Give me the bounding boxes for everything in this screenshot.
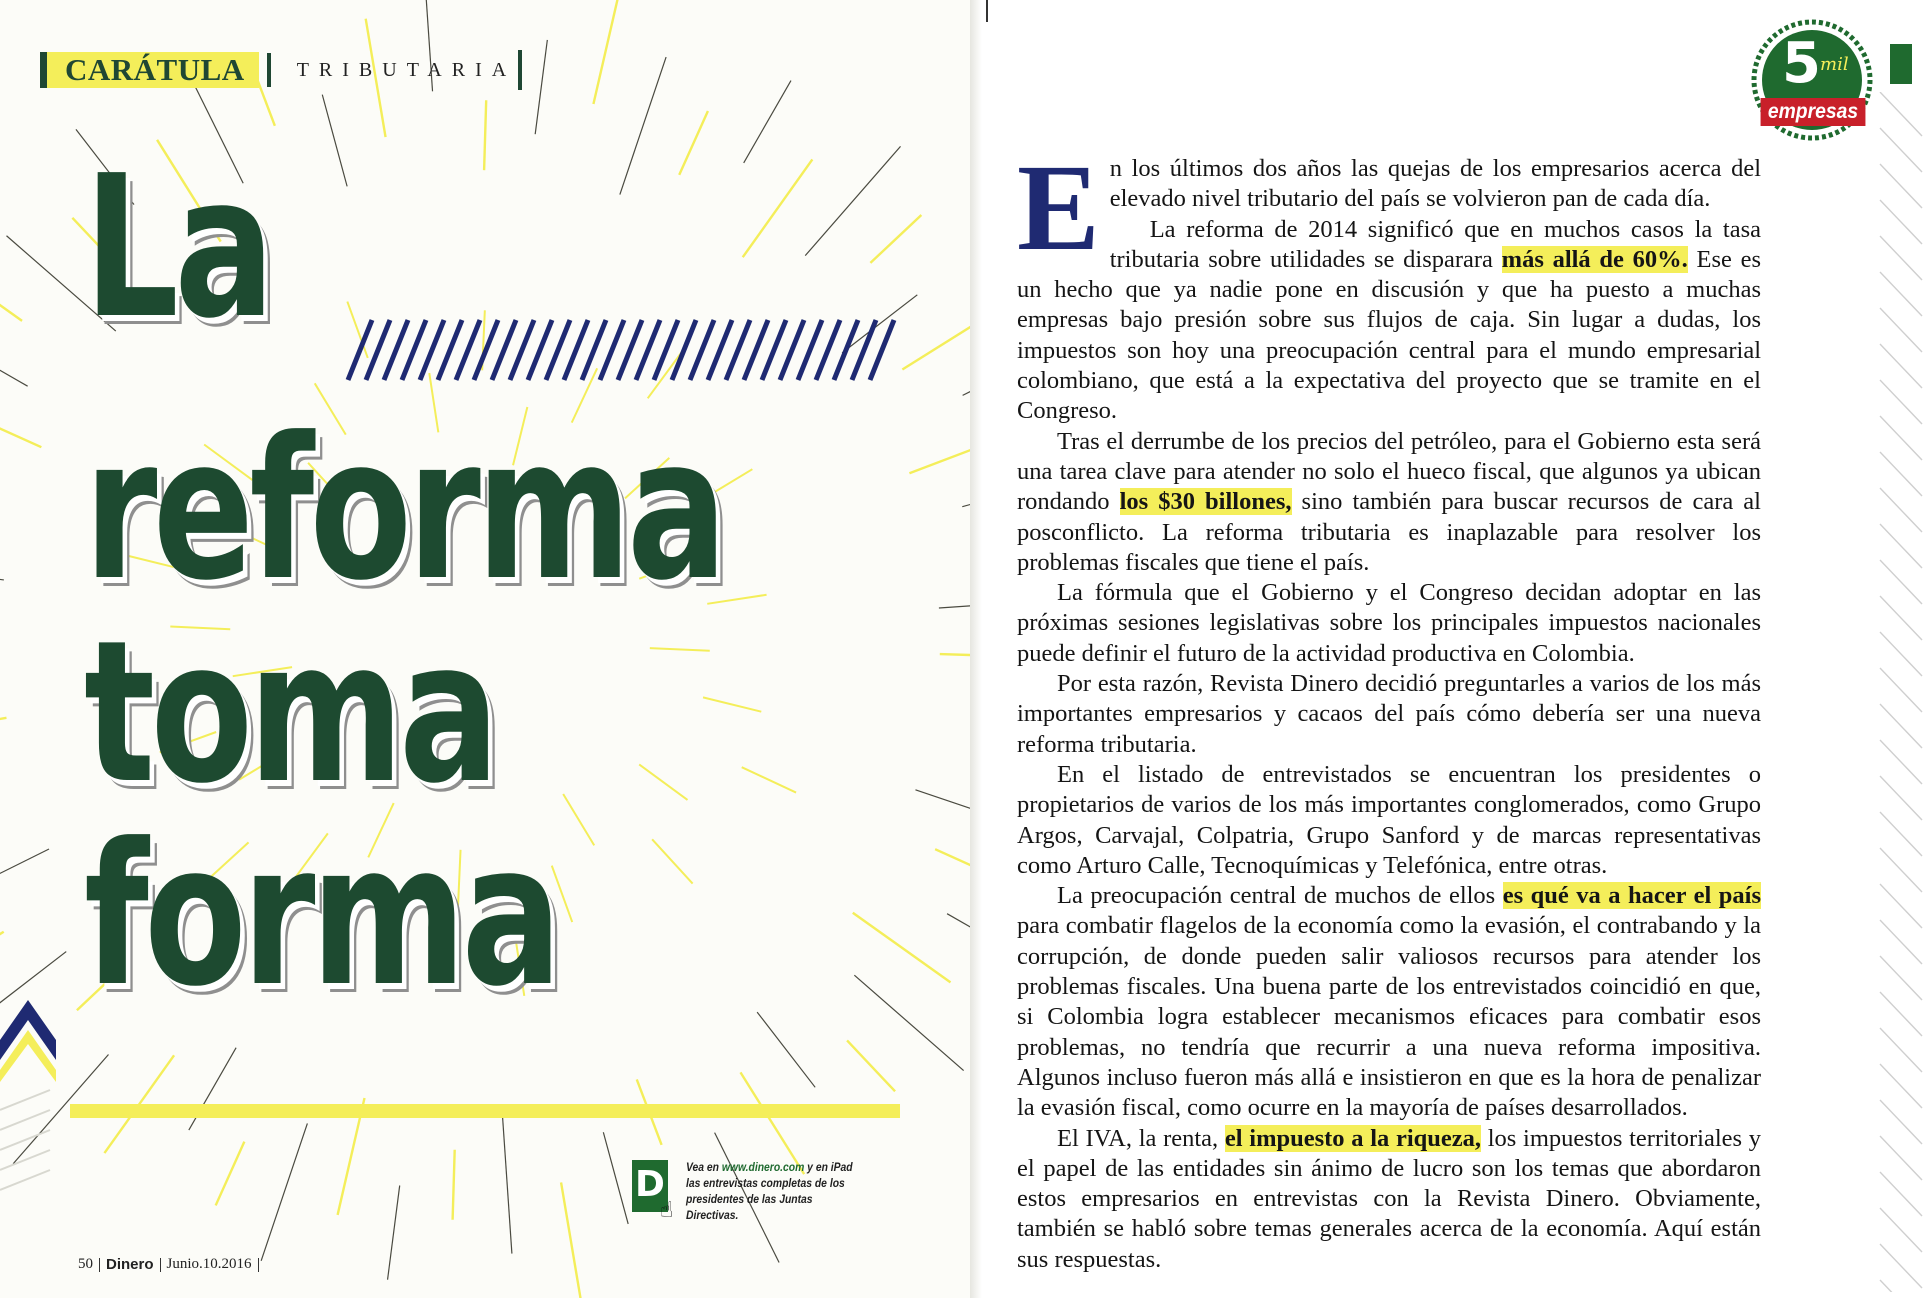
sunburst-ray [0,568,4,580]
article-paragraph [1017,760,1761,881]
stripe-line [1880,992,1922,1036]
promo-text [686,1160,857,1224]
stripe-line [1880,128,1922,172]
sunburst-ray [947,914,970,961]
stripe-line [1880,776,1922,820]
stripe-line [1880,1172,1922,1216]
badge-ribbon: empresas [1761,98,1866,126]
badge-superscript: mil [1820,54,1849,75]
paragraph-text: los impuestos territoriales y el papel de las entidades sin ánimo de lucro son los temas que abordaron estos empresarios en entrevistas con la Revista Dinero. Obviamente, también se habló sobre temas generales acerca de la economía. Aquí están sus respuestas. [1017,1124,1761,1273]
sunburst-ray [502,1109,512,1254]
article-paragraph [1017,669,1761,760]
sunburst-ray [261,1123,307,1260]
headline-line: forma [84,802,558,1030]
web-promo [632,1160,876,1224]
sunburst-ray [703,697,761,711]
sunburst-ray [0,849,49,913]
paragraph-text: La fórmula que el Gobierno y el Congreso decidan adoptar en las próximas sesiones legislativas sobre los principales impuestos nacionales puede definir el futuro de la actividad productiva en Colombia. [1017,579,1761,667]
sunburst-ray [870,215,921,263]
sunburst-ray [740,1072,804,1174]
sunburst-ray [854,975,963,1070]
stripe-line [1880,1064,1922,1108]
stripe-line [1880,956,1922,1000]
divider [258,1258,259,1272]
article-paragraph [1017,1124,1761,1275]
sunburst-ray [939,598,970,608]
headline-line: La [84,134,271,362]
paragraph-text: Por esta razón, Revista Dinero decidió preguntarles a varios de los más importantes empresarios y cacaos del país cómo debería ser una nueva reforma tributaria. [1017,670,1761,758]
stripe-line [1880,596,1922,640]
stripe-line [1880,1244,1922,1288]
sunburst-ray [853,913,951,983]
sunburst-ray [940,654,970,656]
sunburst-ray [603,1132,628,1224]
stripe-line [1880,344,1922,388]
sunburst-ray [0,418,41,447]
sunburst-ray [561,1182,581,1298]
subsection-label: TRIBUTARIA [296,58,517,81]
stripe-line [1880,1028,1922,1072]
article-paragraph [1017,427,1761,578]
paragraph-text: La reforma de 2014 significó que en muchos casos la tasa tributaria sobre utilidades se disparara [1109,215,1761,273]
sunburst-ray [679,111,708,175]
stripe-line [1880,848,1922,892]
stripe-line [1880,452,1922,496]
stripe-line [1880,164,1922,208]
highlighted-text: los $30 billones, [1119,488,1292,516]
page-gutter [970,0,982,1298]
sunburst-ray [743,159,813,257]
chevron-decoration [0,1000,60,1200]
stripe-line [1880,884,1922,928]
stripe-line [1880,380,1922,424]
issue-date: Junio.10.2016 [166,1256,252,1272]
logo-letter: D [635,1164,665,1205]
cursor-hand-icon: ☝ [660,1198,674,1223]
divider [986,0,988,22]
paragraph-text: para combatir flagelos de la economía como la evasión, el contrabando y la corrupción, de donde pueden salir valiosos recursos para atender los problemas fiscales. Una buena parte de los entrevistados coincidió en que, si Colombia logra establecer mecanismos eficaces para combatir esos problemas, no tendría que recurrir a una nueva reforma impositiva. Algunos incluso fueron más allá e insistieron en que es la hora de penalizar la evasión fiscal, como ocurre en la mayoría de países desarrollados. [1017,912,1761,1122]
divider [99,1258,100,1272]
right-page [982,0,1926,1298]
highlighted-text: el impuesto a la riqueza, [1224,1124,1482,1152]
sunburst-ray [0,251,22,321]
sunburst-ray [216,1142,245,1206]
diagonal-stripes-decoration [342,318,902,382]
paragraph-text: En el listado de entrevistados se encuentran los presidentes o propietarios de varios de los más importantes conglomerados, como Grupo Argos, Carvajal, Colpatria, Grupo Sanford y de marcas representativas como Arturo Calle, Tecnoquímicas y Telefónica, entre otras. [1017,760,1761,879]
stripe-line [1880,1136,1922,1180]
accent-band [70,1104,900,1118]
corner-tab [1890,44,1912,84]
divider [518,50,522,90]
paragraph-text: La preocupación central de muchos de ellos [1057,882,1503,910]
sunburst-ray [453,1150,455,1220]
stripe-line [1880,920,1922,964]
sunburst-ray [963,331,970,395]
stripe-line [1880,524,1922,568]
article-body [1017,139,1761,1275]
dropcap: E [1017,139,1100,276]
paragraph-text: Ese es un hecho que ya nadie pone en discusión y que ha puesto a muchas empresas bajo presión sobre sus flujos de caja. Sin lugar a dudas, los impuestos son hoy una preocupación central para el mundo empresarial colombiano, que está a la expectativa del proyecto que se tramite en el Congreso. [1017,245,1761,425]
sunburst-ray [563,794,594,845]
stripe-line [1880,236,1922,280]
sunburst-ray [757,1012,815,1087]
highlighted-text: más allá de 60%. [1501,245,1688,273]
section-header [40,52,522,88]
sunburst-ray [650,648,710,651]
sunburst-ray [388,1185,400,1279]
stripe-line [1880,668,1922,712]
5mil-empresas-badge [1742,14,1882,154]
stripe-line [1880,272,1922,316]
sunburst-ray [620,57,666,194]
sunburst-ray [535,40,547,134]
stripe-line [1880,200,1922,244]
stripe-line [1880,704,1922,748]
paragraph-text: El IVA, la renta, [1057,1124,1225,1152]
dinero-logo [632,1160,674,1223]
stripe-line [1880,812,1922,856]
headline-line: toma [84,599,496,827]
paragraph-text: n los últimos dos años las quejas de los empresarios acerca del elevado nivel tributario del país se volvieron pan de cada día. [1109,155,1761,213]
paragraph-text: Tras el derrumbe de los precios del petróleo, para el Gobierno esta será una tarea clave para atender no solo el hueco fiscal, que algunos ya ubican rondando [1017,427,1761,516]
stripe-line [1880,1208,1922,1252]
divider [160,1258,161,1272]
paragraph-text: sino también para buscar recursos de cara al posconflicto. La reforma tributaria es inaplazable para resolver los problemas fiscales que tiene el país. [1017,488,1761,576]
page-number: 50 [78,1256,93,1272]
diagonal-stripes-decoration [1876,92,1926,1292]
sunburst-ray [805,146,900,255]
sunburst-ray [484,100,486,170]
stripe-line [1880,1100,1922,1144]
badge-number: 5 [1782,31,1821,96]
divider [267,53,271,87]
sunburst-ray [909,448,970,473]
sunburst-ray [652,839,692,883]
stripe-line [1880,92,1922,136]
sunburst-ray [0,718,6,738]
sunburst-ray [742,767,796,792]
sunburst-ray [962,482,970,507]
publication-name: Dinero [106,1256,154,1273]
sunburst-ray [915,790,970,836]
article-paragraph [1017,881,1761,1123]
sunburst-ray [0,339,28,386]
stripe-line [1880,560,1922,604]
sunburst-ray [322,95,347,187]
sunburst-ray [744,81,791,163]
article-paragraph [1017,215,1761,427]
promo-prefix: Vea en [686,1162,722,1174]
stripe-line [1880,632,1922,676]
sunburst-ray [0,932,4,996]
stripe-line [1880,416,1922,460]
promo-url[interactable]: www.dinero.com [721,1162,805,1174]
sunburst-ray [639,764,687,800]
section-tag: CARÁTULA [40,52,259,88]
page-footer [78,1256,259,1273]
headline-line: reforma [84,396,723,624]
sunburst-ray [902,306,970,370]
sunburst-ray [847,1040,895,1091]
highlighted-text: es qué va a hacer el país [1502,882,1761,910]
stripe-line [1880,488,1922,532]
stripe-line [1880,740,1922,784]
sunburst-ray [935,849,970,878]
article-paragraph [1017,578,1761,669]
stripe-line [1880,308,1922,352]
sunburst-ray [593,0,620,104]
promo-suffix: y en iPad las entrevistas completas de los presidentes de las Juntas Directivas. [686,1162,853,1222]
